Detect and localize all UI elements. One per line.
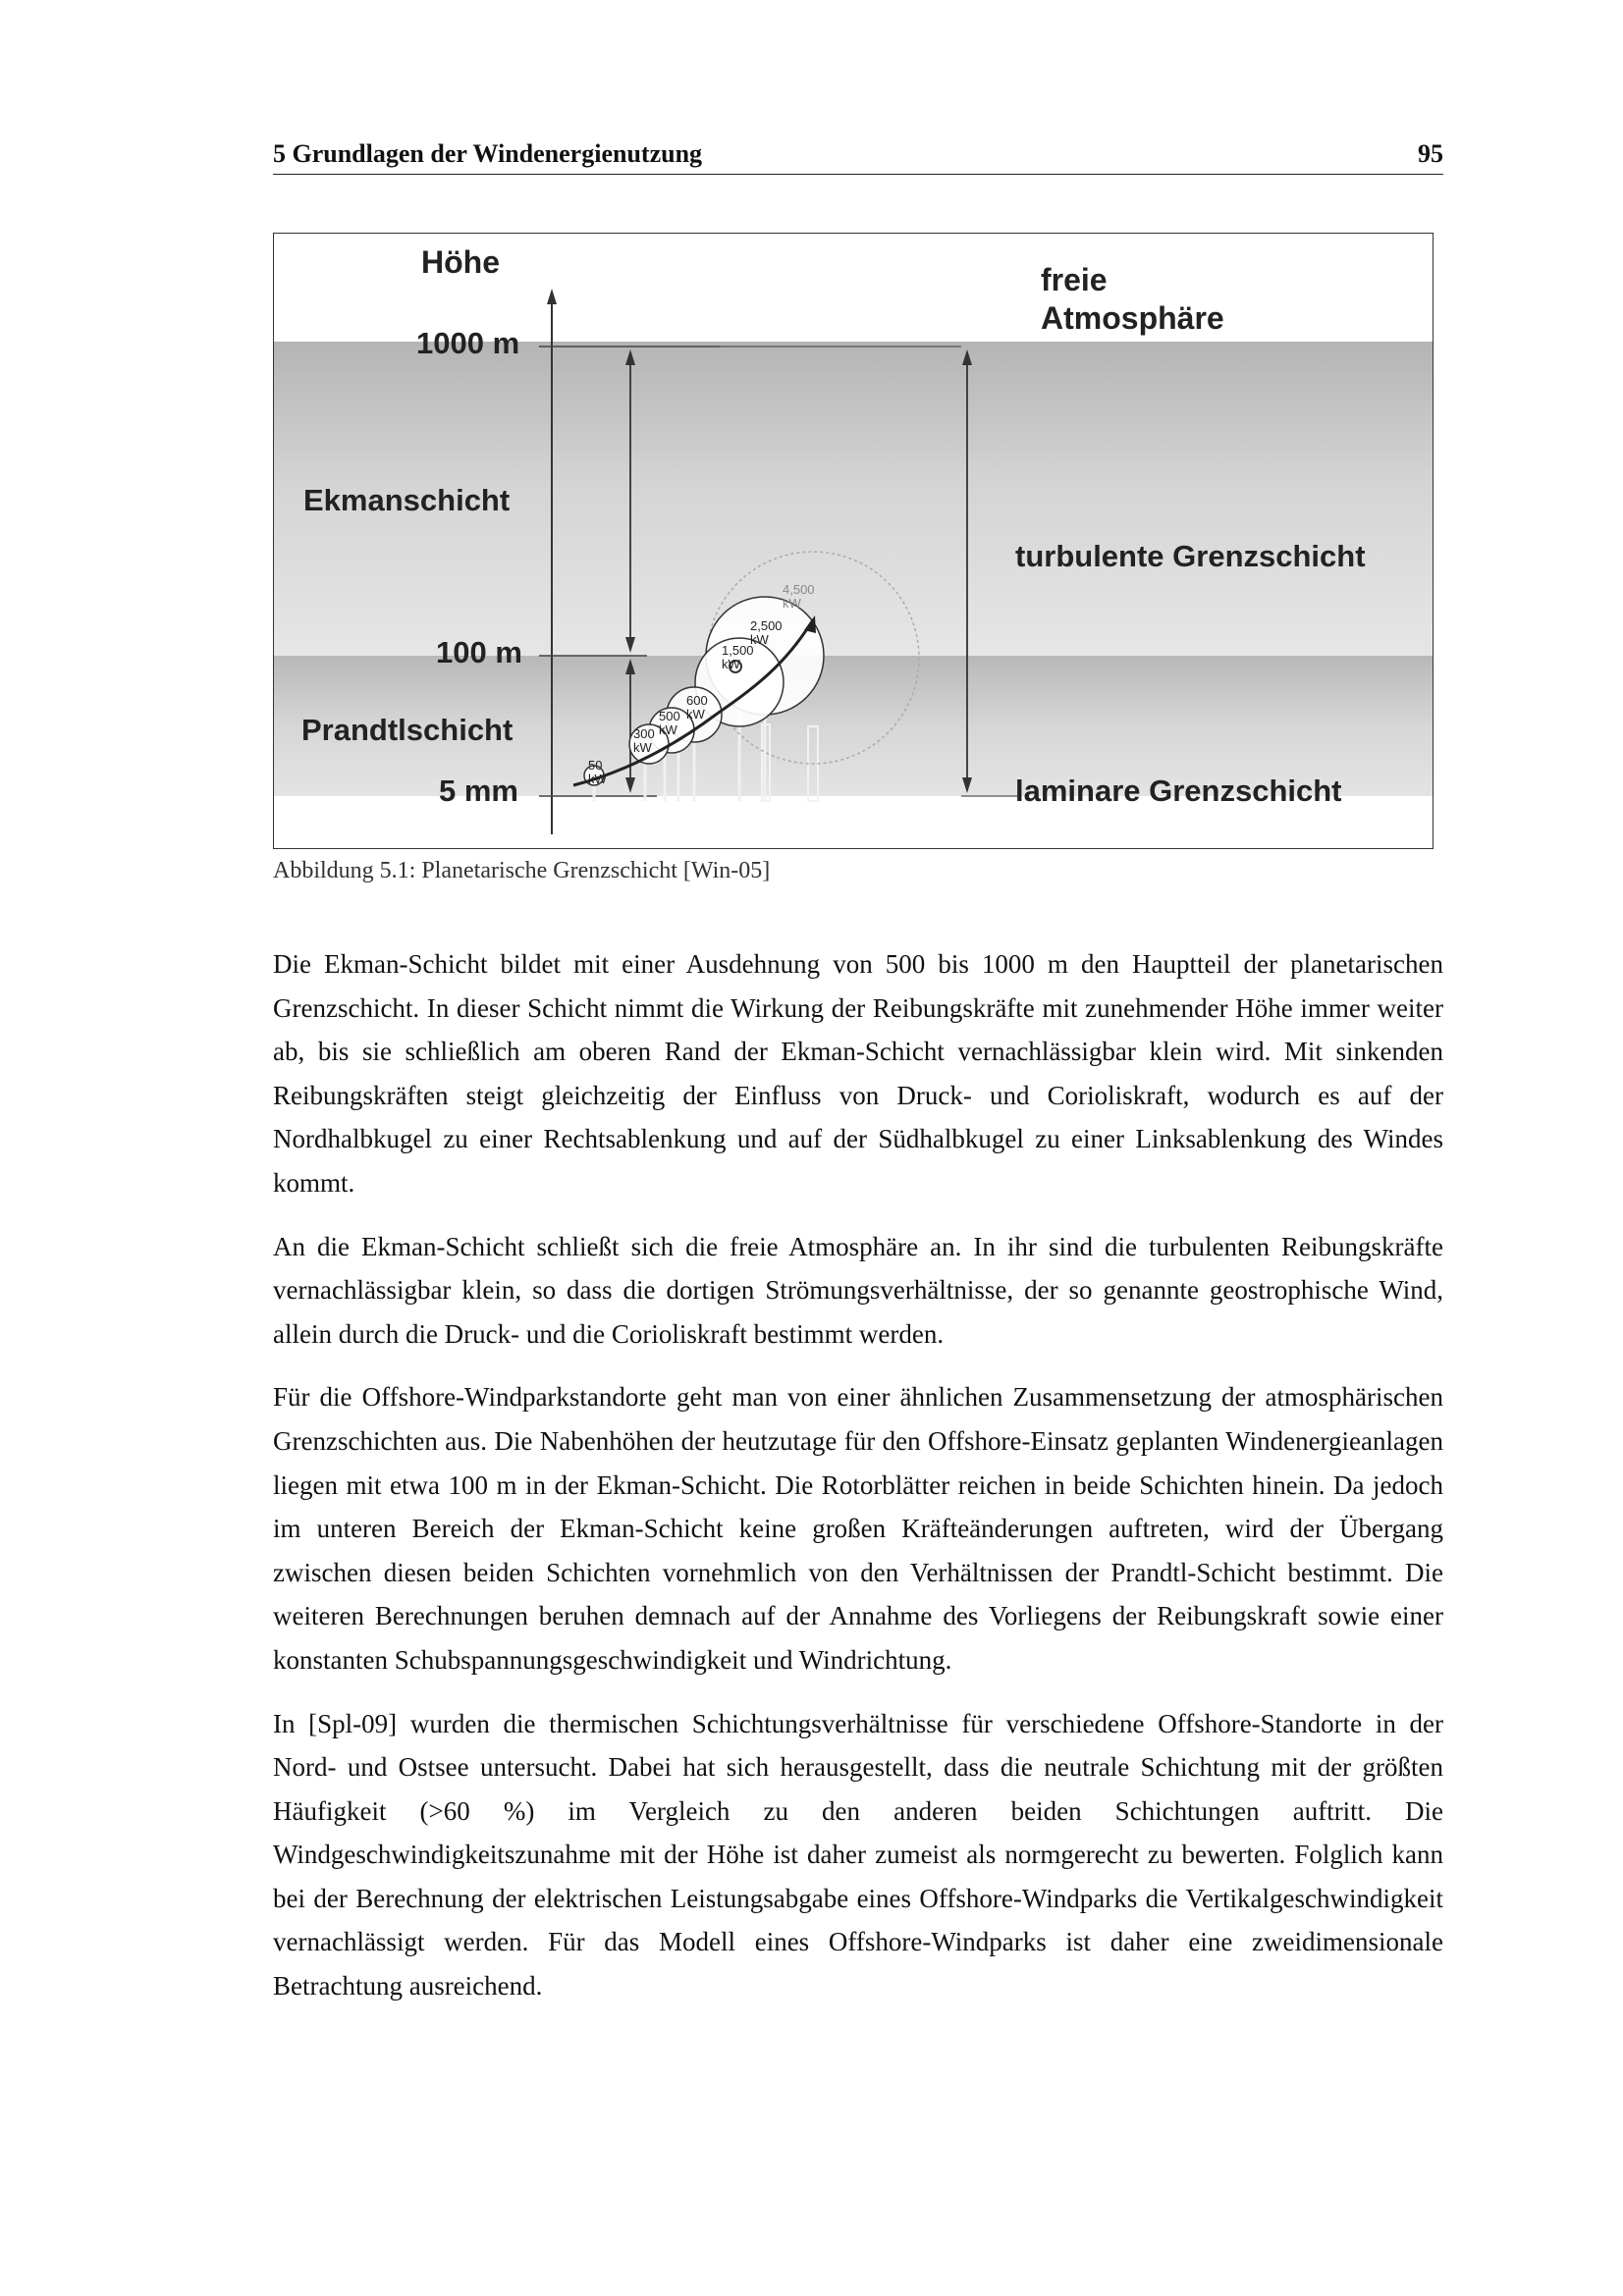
label-ekmanschicht: Ekmanschicht (303, 483, 511, 517)
label-5mm: 5 mm (439, 774, 518, 808)
turbine-label: 1,500 (722, 643, 754, 658)
label-freie: freie (1041, 262, 1108, 297)
boundary-layer-diagram (274, 234, 1434, 849)
turbine-label: kW (633, 740, 652, 755)
paragraph: An die Ekman-Schicht schließt sich die freie Atmosphäre an. In ihr sind die turbulenten Reibungskräfte vernachlässigbar klein, so dass die dortigen Strömungsverhältnisse, der so genannte geostrophische Wind, allein durch die Druck- und die Corioliskraft bestimmt werden. (273, 1231, 1443, 1349)
paragraph: Die Ekman-Schicht bildet mit einer Ausdehnung von 500 bis 1000 m den Hauptteil der planetarischen Grenzschicht. In dieser Schicht nimmt die Wirkung der Reibungskräfte mit zunehmender Höhe immer weiter ab, bis sie schließlich am oberen Rand der Ekman-Schicht vernachlässigbar klein wird. Mit sinkenden Reibungskräften steigt gleichzeitig der Einfluss von Druck- und Corioliskraft, wodurch es auf der Nordhalbkugel zu einer Rechtsablenkung und auf der Südhalbkugel zu einer Linksablenkung des Windes kommt. (273, 949, 1443, 1198)
page-number: 95 (1418, 139, 1443, 168)
paragraph: Für die Offshore-Windparkstandorte geht man von einer ähnlichen Zusammensetzung der atmosphärischen Grenzschichten aus. Die Nabenhöhen der heutzutage für den Offshore-Einsatz geplanten Windenergieanlagen liegen mit etwa 100 m in der Ekman-Schicht. Die Rotorblätter reichen in beide Schichten hinein. Da jedoch im unteren Bereich der Ekman-Schicht keine großen Kräfteänderungen auftreten, wird der Übergang zwischen diesen beiden Schichten vornehmlich von den Verhältnissen der Prandtl-Schicht bestimmt. Die weiteren Berechnungen beruhen demnach auf der Annahme des Vorliegens der Reibungskraft sowie einer konstanten Schubspannungsgeschwindigkeit und Windrichtung. (273, 1382, 1443, 1675)
turbine-label: kW (686, 707, 705, 721)
label-100m: 100 m (436, 635, 522, 669)
turbine-label: kW (783, 596, 801, 611)
turbine-label: 600 (686, 693, 708, 708)
label-prandtlschicht: Prandtlschicht (301, 713, 514, 747)
label-turbulente-grenzschicht: turbulente Grenzschicht (1015, 539, 1366, 573)
figure-boundary-layer (273, 233, 1434, 849)
running-header (273, 135, 1443, 175)
turbine-label: kW (722, 657, 740, 671)
turbine-label: kW (659, 722, 677, 737)
turbine-label: 300 (633, 726, 655, 741)
label-1000m: 1000 m (416, 326, 520, 360)
turbine-label: 2,500 (750, 618, 783, 633)
turbine-label: 500 (659, 709, 680, 723)
turbine-label: 4,500 (783, 582, 815, 597)
turbine-label: kW (750, 632, 769, 647)
chapter-title: 5 Grundlagen der Windenergienutzung (273, 139, 703, 168)
figure-caption: Abbildung 5.1: Planetarische Grenzschicht [Win-05] (273, 858, 771, 883)
turbine-label: 50 (588, 758, 603, 773)
label-atmosphaere: Atmosphäre (1041, 300, 1224, 336)
body-text (273, 942, 1443, 2028)
label-laminare-grenzschicht: laminare Grenzschicht (1015, 774, 1342, 808)
turbine-label: kW (588, 772, 607, 786)
paragraph: In [Spl-09] wurden die thermischen Schichtungsverhältnisse für verschiedene Offshore-Standorte in der Nord- und Ostsee untersucht. Dabei hat sich herausgestellt, dass die neutrale Schichtung mit der größten Häufigkeit (>60 %) im Vergleich zu den anderen beiden Schichtungen auftritt. Die Windgeschwindigkeitszunahme mit der Höhe ist daher zumeist als normgerecht zu bewerten. Folglich kann bei der Berechnung der elektrischen Leistungsabgabe eines Offshore-Windparks die Vertikalgeschwindigkeit vernachlässigt werden. Für das Modell eines Offshore-Windparks ist daher eine zweidimensionale Betrachtung ausreichend. (273, 1708, 1443, 2002)
label-hoehe: Höhe (421, 244, 500, 280)
